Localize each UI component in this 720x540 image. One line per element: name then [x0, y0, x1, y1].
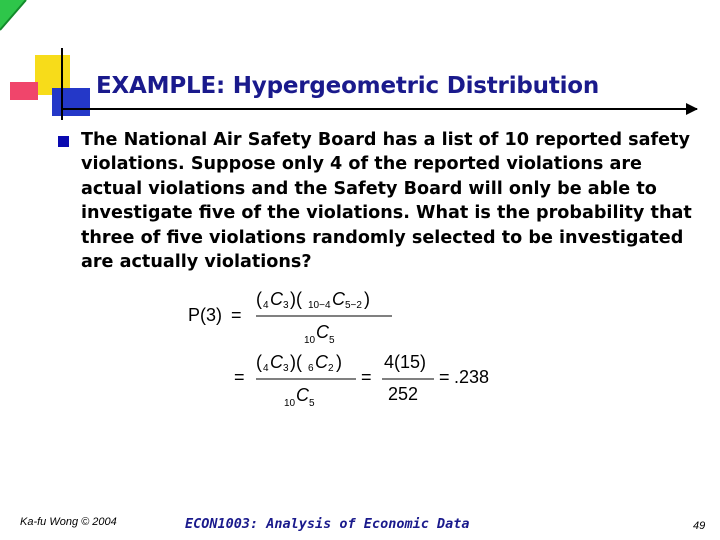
svg-text:6: 6: [308, 363, 314, 374]
formula-line1-denominator: [304, 322, 335, 346]
svg-text:3: 3: [283, 363, 289, 374]
title-underline: [62, 108, 697, 110]
hypergeometric-formula: [180, 285, 510, 415]
footer-course: ECON1003: Analysis of Economic Data: [185, 516, 470, 532]
page-number: 49: [693, 520, 706, 532]
bullet-marker: [58, 136, 69, 147]
formula-result: .238: [454, 367, 490, 387]
slide-title: EXAMPLE: Hypergeometric Distribution: [96, 73, 600, 99]
svg-text:5−2: 5−2: [345, 300, 362, 311]
svg-text:): ): [336, 352, 342, 372]
svg-text:C: C: [270, 352, 283, 372]
title-arrow: [686, 103, 698, 115]
formula-line1-numerator: [256, 289, 370, 311]
svg-text:2: 2: [328, 363, 334, 374]
svg-text:3: 3: [283, 300, 289, 311]
svg-text:C: C: [316, 322, 329, 342]
formula-line2-denominator: [284, 385, 315, 409]
svg-text:4: 4: [263, 363, 269, 374]
svg-text:=: =: [439, 367, 450, 387]
svg-text:10: 10: [304, 335, 316, 346]
svg-text:4: 4: [263, 300, 269, 311]
svg-text:=: =: [231, 305, 242, 325]
formula-lhs: P(3): [188, 305, 223, 325]
svg-text:C: C: [270, 289, 283, 309]
value-denominator: 252: [388, 384, 419, 404]
svg-text:)(: )(: [290, 352, 302, 372]
svg-text:): ): [364, 289, 370, 309]
svg-text:C: C: [315, 352, 328, 372]
decorative-squares: [0, 0, 110, 130]
svg-text:10: 10: [284, 398, 296, 409]
svg-text:=: =: [361, 367, 372, 387]
value-numerator: 4(15): [384, 352, 427, 372]
svg-text:5: 5: [329, 335, 335, 346]
problem-text: The National Air Safety Board has a list of 10 reported safety violations. Suppose only 4 of the reported violations are actual violations and the Safety Board will only be able to investigate five of the violations. What is the probability that three of five violations randomly selected to be investigated are actually violations?: [81, 130, 692, 273]
svg-text:C: C: [332, 289, 345, 309]
svg-text:)(: )(: [290, 289, 302, 309]
svg-text:(: (: [256, 289, 262, 309]
svg-text:C: C: [296, 385, 309, 405]
svg-text:=: =: [234, 367, 245, 387]
svg-text:5: 5: [309, 398, 315, 409]
footer-author: Ka-fu Wong © 2004: [20, 516, 117, 528]
formula-line2-numerator: [256, 352, 342, 374]
svg-text:10−4: 10−4: [308, 300, 331, 311]
svg-text:(: (: [256, 352, 262, 372]
